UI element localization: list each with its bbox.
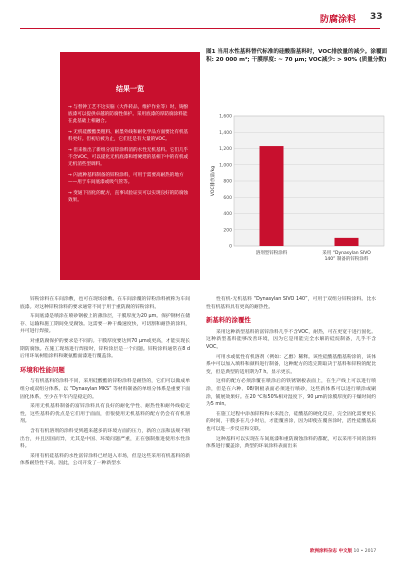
section-heading: 环境和性能问题 [20,365,65,374]
category-label: 140” 制备的锌粉涂料 [324,257,369,262]
section-heading: 新基料的涂覆性 [206,316,251,325]
bar [335,238,359,246]
paragraph: 与有机基料的涂料不同，采用硅酸酯的锌粉涂料是耐热的，它们可以做成单组分或双组分体系。以 “Dynasylan MKS” 等材料制备的单组分体系是重要下面固化体系，至少在半年内是稳定的。 [20,379,190,400]
figure-caption: 图1 当用水性基料替代标准的硅酸脂基料时，VOC排放量的减少。涂覆面积: 20 000 m²; 干膜厚度: ~ 70 μm; VOC减少: > 90% (质量分数) [206,49,388,63]
bar [260,146,284,246]
page-number: 33 [370,12,383,22]
summary-item: → 闪流种基料制备的锌粉涂料，可用于需要高耐热的地方——用于车间底漆或吸气管等。 [68,173,184,185]
results-summary-box [60,52,200,280]
summary-item: → 但来推出了新组分富锌涂料消的水性无机基料。它们几乎不含VOC，可以提化无机底漆和增硬建的基相下中的有机或无机消些型调料。 [68,148,189,167]
right-column [206,296,376,453]
page-footer [310,548,376,554]
summary-title: 结果一览 [116,85,144,93]
y-tick-label: 1,000 [219,163,232,169]
voc-emission-chart [206,110,390,280]
y-tick-label: 400 [223,212,232,217]
category-label: 溶剂型锌粉涂料 [255,251,288,256]
paragraph: 采用无机基料制备的富锌涂料具有良好的耐化学性、耐热性和耐外线稳定性，这些基料的优点是它们用于面面，但很使用无机基料的配方仍会有有机溶剂。 [20,404,190,425]
paragraph: 这样的配方必须涂覆在喷涂后的铁锈钢板表面上，在生产线上可以进行喷涂，但是在六种、08/钢板表面必须进行喷砂，这些新体系可以进行喷涂或刷涂，铺展效果好。在20 ℃和50%相对湿度下，90 μm的涂膜厚度的干燥时间约为5 min。 [206,379,376,408]
y-tick-label: 1,200 [219,147,232,152]
paragraph: 锌粉涂料在车间涂敷，也可在现场涂敷。在车间涂覆的锌粉涂料被称为车间底漆。对这种锌粉涂料的要求通常不同于用于重防腐的锌粉涂料。 [20,297,190,310]
y-tick-label: 1,600 [219,114,232,120]
y-tick-label: 800 [223,179,232,185]
summary-list [68,104,192,204]
y-axis-label: VOC排放量/kg [211,165,216,197]
paragraph: 采用这种新型基料的富锌涂料几乎不含VOC，耐热，可在更宽干进行固化。这种新型基料能够改善环境，因为它是用能完全水解的硅烷制备，几乎不含VOC。 [206,329,376,350]
paragraph: 在施工过程中添加锌粉和水来混合，硅酸基的硬化反应，完全固化需要更长的时间，干膜多在几小时后，才能覆喜涂，因为即使在覆喜涂时，活性硅酸基质也可以进一步反应和交联。 [206,411,376,432]
y-tick-label: 0 [229,244,232,250]
issue-number: 10 • 2017 [353,549,377,554]
summary-item: → 变通下固化的配方，直事试验证实可以实现良好的防腐蚀效果。 [68,191,189,203]
paragraph: 含有有机溶剂的涂料受到越来越多的环境方面的压力，新的立法和法规不断出台，并且因国而异，尤其是中国、环境问题严重，正在强制推进使用水性涂料。 [20,428,190,450]
category-label: 采用 “Dynasylan SIVO [322,251,371,256]
summary-item: → 与替钟工艺不这实脑（大件转品，维护作业等）时，铸酚底漆可以提供卓越的防腐性保护。采用底漆的厚防腐涂料能在此基础上相融合。 [68,105,189,124]
summary-item: → 无机硅酸酯类粗料、耐墨外线和耐化学品方面要比有机基料更好。但初后被为止，它们还是有大量的VOC。 [68,130,189,142]
header-divider [20,28,380,29]
y-tick-label: 200 [223,228,232,234]
y-tick-label: 1,400 [219,130,232,136]
section-title: 防腐涂料 [320,15,357,25]
paragraph: 采用有机硅基料的水性富锌涂料已经进入市场，但是这些采用有机基料的新体系耐热性不高。因此，公司开发了一种新型水 [20,453,190,467]
left-column [20,296,190,470]
paragraph: 这种基料可以实现在车间底漆和重防腐蚀涂料的都配，可以采用不同的涂料体系进行覆盖涂，典型的环氧涂料表面出来 [206,436,376,450]
paragraph: 性有机-无机基料 “Dynasylan SIVO 140”，可用于双组分锌粉涂料。比水性有机基料具有更高的耐热性。 [206,297,376,310]
paragraph: 对重防腐保护的要求是不同的。干膜厚度要达到70 μm或更高，才能实现长期防腐蚀。在施工现场进行焊接时，锌粉涂层是一个问题。锌粉涂料通常在8 d后用环氧树脂涂料和聚氨酯面漆进行覆盖涂。 [20,338,190,360]
y-tick-label: 600 [223,195,232,201]
paragraph: 车间底漆是喷涂在喷砂钢板上的薄涂层，干膜厚度为20 μm。保护钢材在储存、运输和施工期间免受腐蚀。这需要一种干燥速度快，可切割和耐热的涂料，并可进行焊接。 [20,314,190,335]
magazine-name: 欧洲涂料杂志 中文版 [310,549,353,554]
chart-svg [206,110,390,280]
paragraph: 可用水或低性有机溶剂（例如：乙醇）稀释。该性硅酸基酯基粉涂的，该体系中可以加入填料和颜料进行制备，这种配方的选完期取决于基料和锌粉的配比变，但是典型的适用期为7 h。显示更长。 [206,354,376,375]
